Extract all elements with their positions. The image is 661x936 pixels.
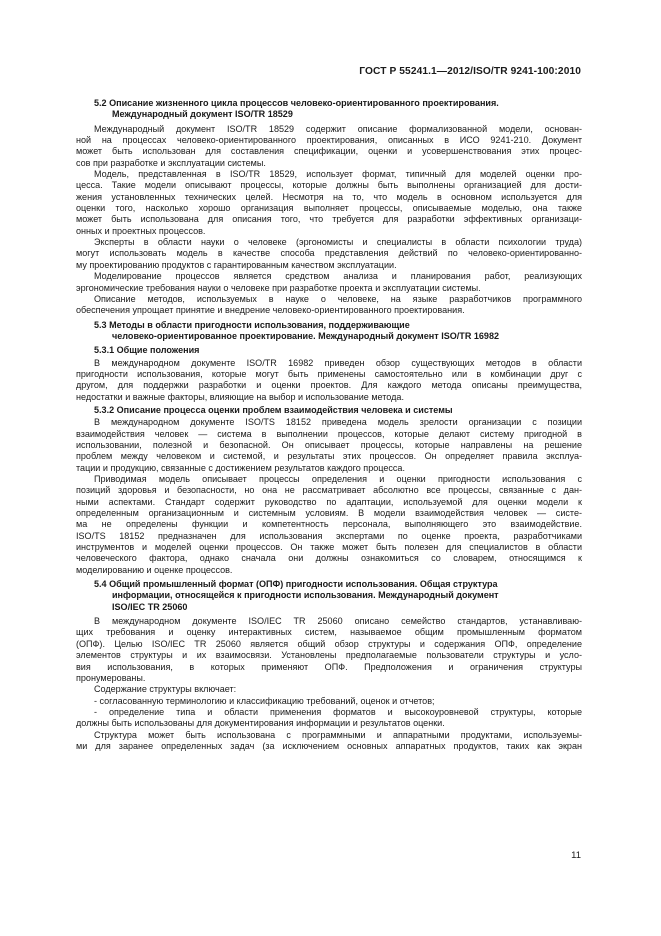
heading-line: Международный документ ISO/TR 18529 (112, 109, 293, 120)
heading-line: 5.3.2 Описание процесса оценки проблем взаимодействия человека и системы (94, 404, 453, 415)
section-heading (76, 579, 582, 613)
text-line: - определение типа и области применения форматов и высокоуровневой структуры, которые (94, 706, 582, 717)
heading-line: ISO/IEC TR 25060 (112, 601, 188, 612)
paragraph (76, 417, 582, 474)
section-heading (76, 345, 582, 356)
heading-line: 5.4 Общий промышленный формат (ОПФ) пригодности использования. Общая структура (94, 579, 498, 590)
paragraph (76, 616, 582, 684)
text-line: сов при разработке и эксплуатации системы. (76, 157, 266, 168)
text-line: Приводимая модель описывает процессы определения и оценки пригодности использования с (94, 474, 582, 484)
text-line: моделированию и оценке процессов. (76, 564, 233, 575)
text-line: эргономические требования науки о человеке при разработке проекта и эксплуатации системы. (76, 282, 481, 293)
text-line: Описание методов, используемых в науке о человеке, на языке разработчиков программного (94, 293, 582, 304)
text-line: другом, для поддержки разработки и оценки проектов. Для каждого метода описаны преимущества, (76, 380, 582, 391)
text-line: Содержание структуры включает: (94, 684, 237, 695)
paragraph (76, 730, 582, 753)
paragraph (76, 271, 582, 294)
paragraph (76, 237, 582, 271)
paragraph (76, 294, 582, 317)
text-line: тации и продукцию, связанные с достижением результатов каждого процесса. (76, 462, 405, 473)
text-line: могут использовать модель в качестве способа представления действий по человеко-ориентированно- (76, 248, 582, 259)
heading-line: информации, относящейся к пригодности использования. Международный документ (112, 590, 499, 601)
text-line: Международный документ ISO/TR 18529 содержит описание формализованной модели, основан- (94, 123, 582, 134)
paragraph (76, 169, 582, 237)
text-line: определенным организационным и системным условиям. В модели взаимодействия человек — систе- (76, 508, 582, 519)
paragraph (76, 707, 582, 730)
paragraph (76, 696, 582, 707)
text-line: недостатки и важные факторы, влияющие на выбор и использование метода. (76, 391, 404, 402)
text-line: оценки того, насколько хорошо организация выполняет процессы, описываемые моделью, она также (76, 203, 582, 214)
text-line: му проектированию продуктов с гарантированным качеством эксплуатации. (76, 259, 397, 270)
paragraph (76, 684, 582, 695)
section-heading (76, 98, 582, 121)
text-line: ми для заранее определенных задач (за исключением основных аппаратных продуктов, таких как экран (76, 740, 582, 751)
text-line: может быть использован для составления спецификации, оценки и усовершенствования этих процес- (76, 146, 582, 157)
text-line: обеспечения упрощает принятие и внедрение человеко-ориентированного проектирования. (76, 305, 465, 316)
text-line: В международном документе ISO/IEC TR 25060 описано семейство стандартов, устанавливаю- (94, 616, 582, 627)
text-line: взаимодействия человек — система в выполнении процессов, которые делают систему пригодной в (76, 428, 582, 439)
text-line: Структура может быть использована с программными и аппаратными продуктами, используемы- (94, 729, 582, 740)
text-line: онных и проектных процессов. (76, 225, 206, 236)
text-line: позиций здоровья и безопасности, но она не рассматривает абсолютно все процессы, связанные с дан- (76, 485, 582, 496)
text-line: В международном документе ISO/TS 18152 приведена модель зрелости организации с позиции (94, 417, 582, 428)
heading-line: человеко-ориентированное проектирование. Международный документ ISO/TR 16982 (112, 330, 500, 341)
text-line: элементов структуры и их взаимосвязи. Установлены предполагаемые пользователи структуры и усло- (76, 650, 582, 661)
section-heading (76, 320, 582, 343)
text-line: Модель, представленная в ISO/TR 18529, использует формат, типичный для моделей оценки про- (94, 169, 582, 180)
text-line: ISO/TS 18152 предназначен для использования экспертами по оценке проекта, разработчиками (76, 530, 582, 541)
text-line: пронумерованы. (76, 672, 146, 683)
text-line: щих требования и оценку интерактивных систем, называемое общим промышленным форматом (76, 627, 582, 638)
paragraph (76, 358, 582, 403)
heading-line: 5.3 Методы в области пригодности использования, поддерживающие (94, 319, 410, 330)
text-line: цесса. Такие модели описывают процессы, которые должны быть выполнены организацией для дости- (76, 180, 582, 191)
text-line: проблем между человеком и системой, и результаты этих процессов. Он определяет правила эксплуа- (76, 451, 582, 462)
text-line: - согласованную терминологию и классификацию требований, оценок и отчетов; (94, 695, 435, 706)
text-line: пригодности использования, которые могут быть применены самостоятельно или в комбинации друг с (76, 368, 582, 379)
text-line: В международном документе ISO/TR 16982 приведен обзор существующих методов в области (94, 357, 582, 368)
text-line: Моделирование процессов является средством анализа и планирования работ, реализующих (94, 271, 582, 282)
section-heading (76, 405, 582, 416)
text-line: человеческого фактора, однако сначала они должны ознакомиться со словарем, относящимся к (76, 553, 582, 564)
text-line: ной на процессах человеко-ориентированного проектирования, описанных в ИСО 9241-210. Документ (76, 135, 582, 146)
text-line: ма не определены функции и компетентность персонала, выполняющего это взаимодействие. (76, 519, 582, 530)
text-line: может быть использована для описания того, что требуется для разработки эффективных организаци- (76, 214, 582, 225)
heading-line: 5.3.1 Общие положения (94, 345, 200, 356)
paragraph (76, 474, 582, 576)
text-line: должны быть использованы для документирования информации и результатов оценки. (76, 718, 445, 729)
text-line: инструментов и моделей оценки процессов. Он также может быть полезен для специалистов в области (76, 542, 582, 553)
text-line: (ОПФ). Целью ISO/IEC TR 25060 является общий обзор структуры и содержания ОПФ, определение (76, 638, 582, 649)
heading-line: 5.2 Описание жизненного цикла процессов человеко-ориентированного проектирования. (94, 98, 499, 108)
page-number: 11 (571, 850, 581, 861)
document-header: ГОСТ Р 55241.1—2012/ISO/TR 9241-100:2010 (359, 66, 581, 77)
document-body (76, 95, 582, 752)
text-line: Эксперты в области науки о человеке (эргономисты и специалисты в области психологии труда) (94, 237, 582, 248)
paragraph (76, 124, 582, 169)
text-line: использовании, полезной и безопасной. Он описывает процессы, которые направлены на решение (76, 439, 582, 450)
text-line: вия использования, в которых применяют ОПФ. Предположения и ограничения структуры (76, 661, 582, 672)
text-line: жения установленных технических целей. Несмотря на то, что модель в основном используется для (76, 191, 582, 202)
text-line: ными аспектами. Стандарт содержит руководство по адаптации, используемой для оценки модели к (76, 496, 582, 507)
